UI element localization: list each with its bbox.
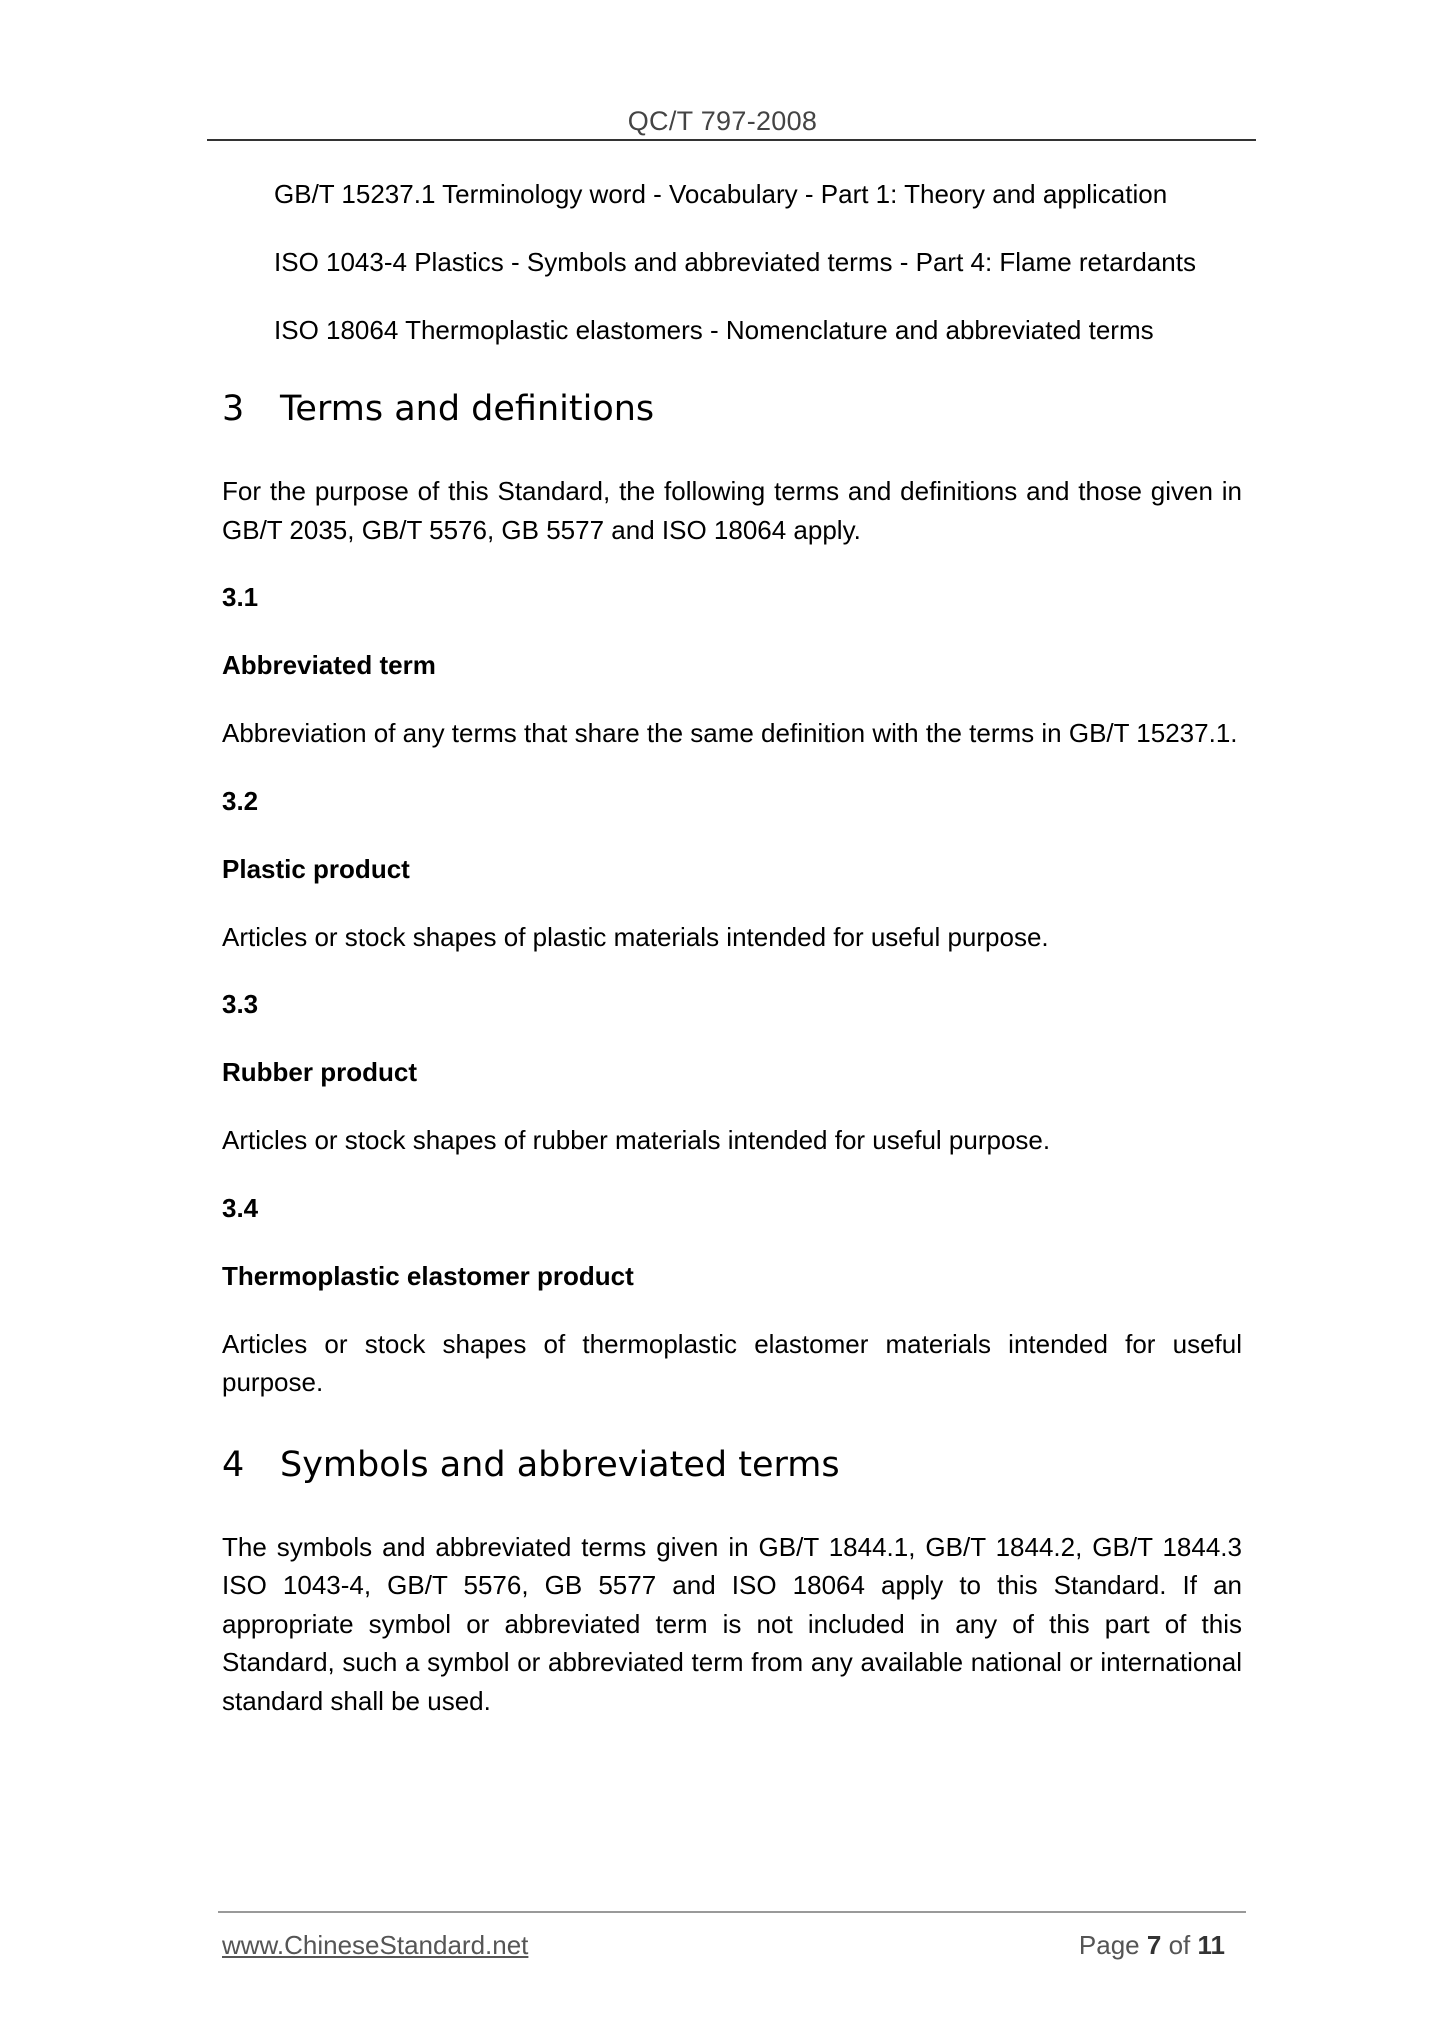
section-4-heading bbox=[222, 1440, 1242, 1490]
clause-3-1-number: 3.1 bbox=[222, 582, 259, 612]
header-title: QC/T 797-2008 bbox=[627, 106, 818, 136]
clause-3-3-number: 3.3 bbox=[222, 989, 259, 1019]
page-total: 11 bbox=[1197, 1930, 1225, 1960]
section-3-intro: For the purpose of this Standard, the following terms and definitions and those given in GB/T 2035, GB/T 5576, GB 5577 and ISO 18064 apply. bbox=[222, 476, 1242, 545]
footer-website-link[interactable]: www.ChineseStandard.net bbox=[222, 1930, 529, 1960]
document-body bbox=[222, 175, 1242, 1720]
clause-3-4-title: Thermoplastic elastomer product bbox=[222, 1260, 634, 1291]
footer-divider bbox=[218, 1911, 1246, 1913]
clause-3-2-title: Plastic product bbox=[222, 853, 410, 884]
section-3-heading bbox=[222, 384, 1242, 434]
reference-item: ISO 18064 Thermoplastic elastomers - Nomenclature and abbreviated terms bbox=[274, 315, 1154, 345]
clause-3-2-definition: Articles or stock shapes of plastic materials intended for useful purpose. bbox=[222, 921, 1049, 952]
reference-item: ISO 1043-4 Plastics - Symbols and abbreviated terms - Part 4: Flame retardants bbox=[274, 247, 1196, 277]
section-4-body: The symbols and abbreviated terms given in GB/T 1844.1, GB/T 1844.2, GB/T 1844.3 ISO 1043-4, GB/T 5576, GB 5577 and ISO 18064 apply to this Standard. If an appropriate symbol or abbreviated term is not included in any of this part of this Standard, such a symbol or abbreviated term from any available national or international standard shall be used. bbox=[222, 1531, 1242, 1716]
clause-3-3-definition: Articles or stock shapes of rubber materials intended for useful purpose. bbox=[222, 1125, 1051, 1155]
footer-page-number bbox=[1079, 1930, 1225, 1961]
section-4-title: Symbols and abbreviated terms bbox=[280, 1444, 840, 1485]
clause-3-1-title: Abbreviated term bbox=[222, 650, 436, 680]
clause-3-1-definition: Abbreviation of any terms that share the same definition with the terms in GB/T 15237.1. bbox=[222, 718, 1238, 748]
clause-3-2-number: 3.2 bbox=[222, 785, 259, 816]
page-prefix: Page bbox=[1078, 1930, 1140, 1960]
section-3-title: Terms and definitions bbox=[280, 389, 655, 429]
reference-item: GB/T 15237.1 Terminology word - Vocabulary - Part 1: Theory and application bbox=[274, 179, 1168, 209]
clause-3-4-definition: Articles or stock shapes of thermoplastic elastomer materials intended for useful purpose. bbox=[222, 1328, 1242, 1397]
clause-3-3-title: Rubber product bbox=[222, 1057, 417, 1087]
page-current: 7 bbox=[1146, 1930, 1162, 1960]
page-of: of bbox=[1168, 1930, 1191, 1960]
clause-3-4-number: 3.4 bbox=[222, 1192, 259, 1223]
section-3-number: 3 bbox=[222, 389, 245, 429]
section-4-number: 4 bbox=[222, 1444, 245, 1485]
header-divider bbox=[207, 139, 1256, 141]
